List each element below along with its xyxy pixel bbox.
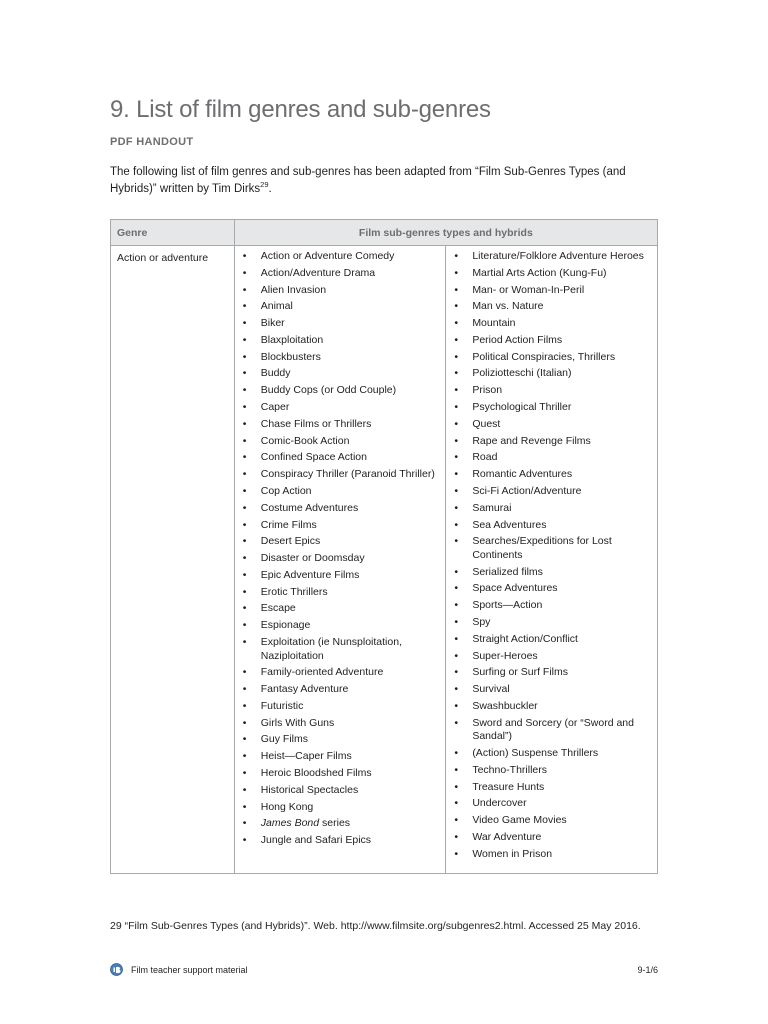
list-item: • Caper	[239, 401, 442, 415]
list-item: • Historical Spectacles	[239, 784, 442, 798]
list-item: • Espionage	[239, 619, 442, 633]
genre-table	[110, 219, 658, 874]
list-item-suffix: series	[319, 817, 351, 830]
genre-cell: Action or adventure	[111, 246, 235, 874]
list-item: • Video Game Movies	[450, 814, 653, 828]
list-item: • Techno-Thrillers	[450, 764, 653, 778]
list-item: • Hong Kong	[239, 801, 442, 815]
list-item: • Rape and Revenge Films	[450, 435, 653, 449]
list-item: • Erotic Thrillers	[239, 586, 442, 600]
list-item: • Man vs. Nature	[450, 300, 653, 314]
list-item: • Animal	[239, 300, 442, 314]
handout-label: PDF HANDOUT	[110, 136, 194, 148]
list-item: • War Adventure	[450, 831, 653, 845]
table-header-row	[111, 220, 658, 246]
list-item: • Futuristic	[239, 700, 442, 714]
list-item: • Man- or Woman-In-Peril	[450, 284, 653, 298]
list-item: • Treasure Hunts	[450, 781, 653, 795]
list-item: • (Action) Suspense Thrillers	[450, 747, 653, 761]
subgenre-column-1	[234, 246, 446, 874]
list-item: • Super-Heroes	[450, 650, 653, 664]
list-item: • Disaster or Doomsday	[239, 552, 442, 566]
list-item: • Alien Invasion	[239, 284, 442, 298]
list-item: • Straight Action/Conflict	[450, 633, 653, 647]
list-item: • Sci-Fi Action/Adventure	[450, 485, 653, 499]
list-item: • Biker	[239, 317, 442, 331]
table-row	[111, 246, 658, 874]
page-title: 9. List of film genres and sub-genres	[110, 96, 491, 123]
list-item: • Blockbusters	[239, 351, 442, 365]
list-item: • Political Conspiracies, Thrillers	[450, 351, 653, 365]
list-item: • Family-oriented Adventure	[239, 666, 442, 680]
list-item: • Spy	[450, 616, 653, 630]
list-item: • Heist—Caper Films	[239, 750, 442, 764]
list-item	[239, 817, 442, 831]
list-item: • Road	[450, 451, 653, 465]
ib-logo-icon	[110, 963, 123, 976]
subgenres-column-header: Film sub-genres types and hybrids	[234, 220, 657, 246]
footnote-reference: 29	[260, 180, 269, 190]
list-item: • Poliziotteschi (Italian)	[450, 367, 653, 381]
list-item: • Serialized films	[450, 566, 653, 580]
list-item: • Chase Films or Thrillers	[239, 418, 442, 432]
list-item: • Survival	[450, 683, 653, 697]
list-item: • Desert Epics	[239, 535, 442, 549]
list-item-title: James Bond	[260, 817, 320, 830]
list-item: • Confined Space Action	[239, 451, 442, 465]
list-item: • Blaxploitation	[239, 334, 442, 348]
list-item: • Searches/Expeditions for Lost Continents	[450, 535, 653, 562]
list-item: • Buddy Cops (or Odd Couple)	[239, 384, 442, 398]
list-item: • Sports—Action	[450, 599, 653, 613]
list-item: • Mountain	[450, 317, 653, 331]
list-item: • Comic-Book Action	[239, 435, 442, 449]
genre-column-header: Genre	[111, 220, 235, 246]
list-item: • Quest	[450, 418, 653, 432]
intro-paragraph	[110, 164, 662, 198]
list-item: • Heroic Bloodshed Films	[239, 767, 442, 781]
list-item: • Guy Films	[239, 733, 442, 747]
list-item: • Psychological Thriller	[450, 401, 653, 415]
list-item: • Martial Arts Action (Kung-Fu)	[450, 267, 653, 281]
list-item: • Literature/Folklore Adventure Heroes	[450, 250, 653, 264]
list-item: • Buddy	[239, 367, 442, 381]
list-item: • Surfing or Surf Films	[450, 666, 653, 680]
list-item: • Girls With Guns	[239, 717, 442, 731]
list-item: • Costume Adventures	[239, 502, 442, 516]
footer-text: Film teacher support material	[131, 965, 248, 975]
list-item: • Crime Films	[239, 519, 442, 533]
list-item: • Period Action Films	[450, 334, 653, 348]
list-item: • Action or Adventure Comedy	[239, 250, 442, 264]
list-item: • Prison	[450, 384, 653, 398]
list-item: • Escape	[239, 602, 442, 616]
list-item: • Samurai	[450, 502, 653, 516]
intro-end: .	[268, 183, 272, 195]
list-item: • Undercover	[450, 797, 653, 811]
subgenre-list-1	[235, 246, 446, 859]
list-item: • Swashbuckler	[450, 700, 653, 714]
page-number: 9-1/6	[637, 965, 658, 975]
list-item: • Jungle and Safari Epics	[239, 834, 442, 848]
footnote: 29 “Film Sub-Genres Types (and Hybrids)”. Web. http://www.filmsite.org/subgenres2.html. Accessed 25 May 2016.	[110, 920, 641, 932]
list-item: • Women in Prison	[450, 848, 653, 862]
list-item: • Conspiracy Thriller (Paranoid Thriller)	[239, 468, 442, 482]
subgenre-list-2	[446, 246, 657, 873]
list-item: • Space Adventures	[450, 582, 653, 596]
list-item: • Epic Adventure Films	[239, 569, 442, 583]
list-item: • Romantic Adventures	[450, 468, 653, 482]
list-item: • Fantasy Adventure	[239, 683, 442, 697]
list-item: • Cop Action	[239, 485, 442, 499]
subgenre-column-2	[446, 246, 658, 874]
list-item: • Action/Adventure Drama	[239, 267, 442, 281]
list-item: • Exploitation (ie Nunsploitation, Naziploitation	[239, 636, 442, 663]
list-item: • Sword and Sorcery (or “Sword and Sandal”)	[450, 717, 653, 744]
intro-text: The following list of film genres and sub-genres has been adapted from “Film Sub-Genres Types (and Hybrids)” written by Tim Dirks	[110, 166, 626, 195]
list-item: • Sea Adventures	[450, 519, 653, 533]
